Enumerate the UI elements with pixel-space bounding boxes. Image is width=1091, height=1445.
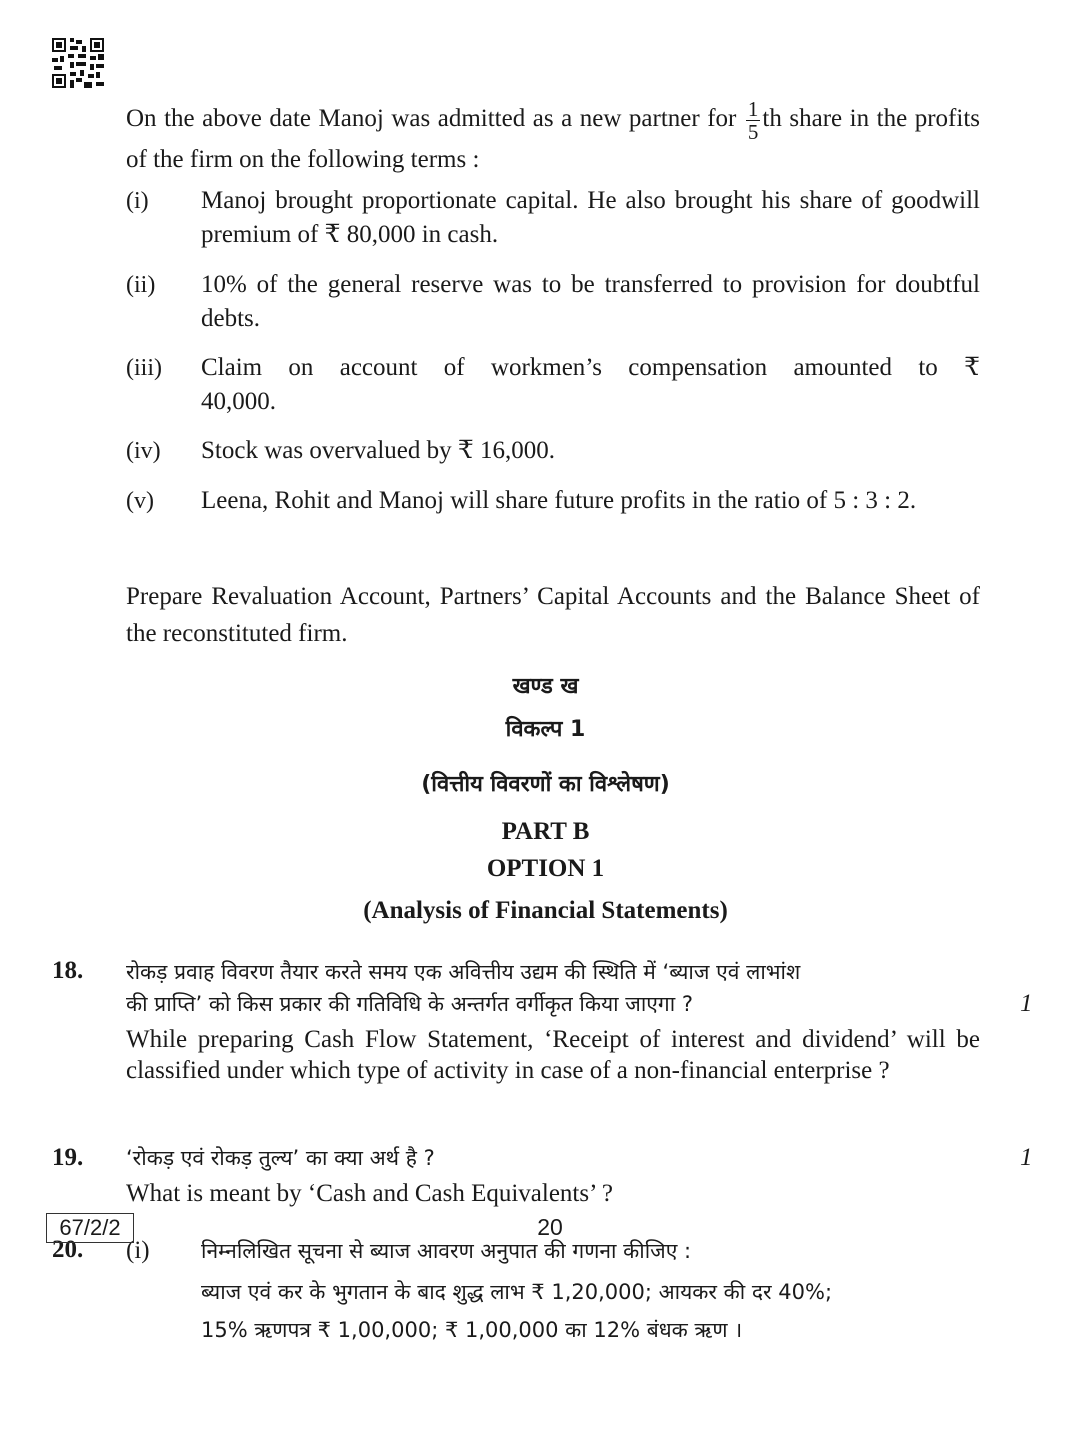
- hindi-subject-heading: (वित्तीय विवरणों का विश्लेषण): [421, 772, 670, 797]
- term-label: (iv): [126, 438, 161, 464]
- question-number: 19.: [52, 1144, 84, 1171]
- subject-heading: (Analysis of Financial Statements): [363, 897, 728, 924]
- intro-paragraph: On the above date Manoj was admitted as a new partner for $\frac{1}{5}$ th share in the profits of the firm on the following terms :: [126, 97, 980, 173]
- question-18-english: While preparing Cash Flow Statement, ‘Receipt of interest and dividend’ will be classified under which type of activity in case of a non-financial enterprise ?: [126, 1026, 980, 1084]
- fraction-one-fifth: $\frac{1}{5}$: [747, 97, 759, 144]
- question-number: 18.: [52, 957, 84, 984]
- question-20-hindi-line1: निम्नलिखित सूचना से ब्याज आवरण अनुपात की गणना कीजिए :: [201, 1239, 692, 1263]
- question-20-hindi-line3: 15% ऋणपत्र ₹ 1,00,000; ₹ 1,00,000 का 12% बंधक ऋण ।: [201, 1318, 743, 1342]
- option-heading: OPTION 1: [486, 855, 605, 882]
- term-text: Leena, Rohit and Manoj will share future profits in the ratio of 5 : 3 : 2.: [201, 487, 917, 514]
- question-number: 20.: [52, 1236, 84, 1263]
- question-19-marks: 1: [1020, 1144, 1033, 1171]
- instruction-paragraph: Prepare Revaluation Account, Partners’ Capital Accounts and the Balance Sheet of the reconstituted firm.: [126, 583, 980, 647]
- question-20-hindi-line2: ब्याज एवं कर के भुगतान के बाद शुद्ध लाभ ₹ 1,20,000; आयकर की दर 40%;: [201, 1280, 833, 1304]
- question-19-hindi: ‘रोकड़ एवं रोकड़ तुल्य’ का क्या अर्थ है ?: [126, 1146, 435, 1170]
- part-heading: PART B: [501, 818, 590, 845]
- question-19-english: What is meant by ‘Cash and Cash Equivalents’ ?: [126, 1180, 613, 1207]
- term-text: 10% of the general reserve was to be transferred to provision for doubtful debts.: [201, 271, 980, 332]
- term-label: (ii): [126, 272, 156, 298]
- term-label: (iii): [126, 355, 162, 381]
- question-18-hindi-line2: की प्राप्ति’ को किस प्रकार की गतिविधि के अन्तर्गत वर्गीकृत किया जाएगा ?: [126, 992, 693, 1016]
- paper-code-box: 67/2/2: [46, 1213, 134, 1243]
- question-20-sub-label: (i): [126, 1237, 150, 1264]
- qr-code-icon: [52, 38, 104, 88]
- term-text: Stock was overvalued by ₹ 16,000.: [201, 437, 556, 464]
- term-text: Claim on account of workmen’s compensation amounted to ₹ 40,000.: [201, 354, 980, 415]
- term-label: (i): [126, 188, 149, 214]
- term-label: (v): [126, 488, 154, 514]
- hindi-option-heading: विकल्प 1: [505, 717, 586, 742]
- page-number: 20: [537, 1214, 563, 1240]
- hindi-part-heading: खण्ड ख: [512, 674, 579, 699]
- question-18-hindi-line1: रोकड़ प्रवाह विवरण तैयार करते समय एक अवित्तीय उद्यम की स्थिति में ‘ब्याज एवं लाभांश: [126, 960, 801, 984]
- question-18-marks: 1: [1020, 990, 1033, 1017]
- term-text: Manoj brought proportionate capital. He also brought his share of goodwill premium of ₹ 80,000 in cash.: [201, 187, 980, 248]
